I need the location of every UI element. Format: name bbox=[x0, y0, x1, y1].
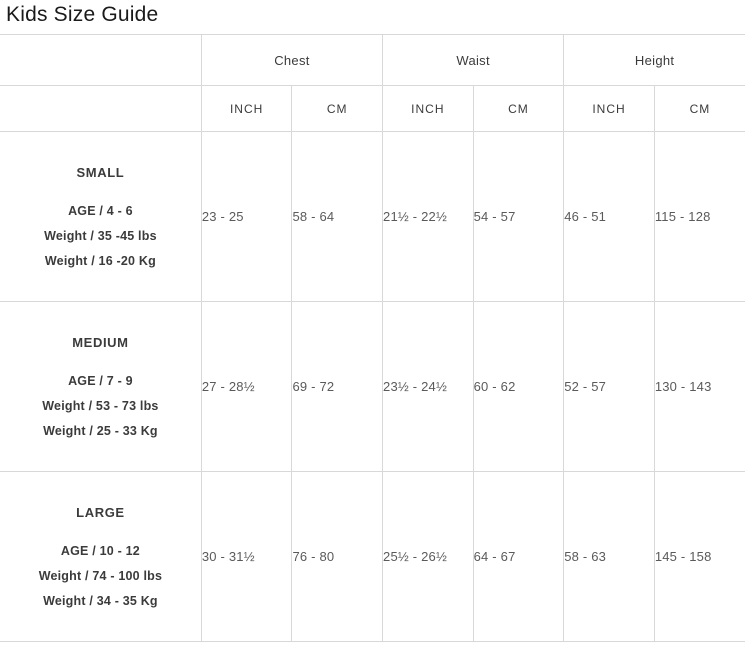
table-header bbox=[0, 35, 745, 132]
size-name: MEDIUM bbox=[72, 334, 129, 350]
waist-inch-value: 25½ - 26½ bbox=[383, 472, 474, 642]
size-weight-lbs: Weight / 53 - 73 lbs bbox=[42, 398, 159, 413]
unit-header-waist-cm: CM bbox=[473, 86, 564, 132]
size-info-cell bbox=[0, 302, 201, 472]
waist-cm-value: 64 - 67 bbox=[473, 472, 564, 642]
size-name: SMALL bbox=[76, 164, 125, 180]
unit-header-chest-inch: INCH bbox=[201, 86, 292, 132]
size-name: LARGE bbox=[76, 504, 125, 520]
height-cm-value: 130 - 143 bbox=[654, 302, 745, 472]
group-header-chest: Chest bbox=[201, 35, 382, 86]
size-age: AGE / 7 - 9 bbox=[68, 373, 133, 388]
table-row bbox=[0, 132, 745, 302]
size-info-cell bbox=[0, 472, 201, 642]
size-weight-lbs: Weight / 74 - 100 lbs bbox=[38, 568, 163, 583]
height-inch-value: 52 - 57 bbox=[564, 302, 655, 472]
size-weight-kg: Weight / 16 -20 Kg bbox=[44, 253, 156, 268]
chest-cm-value: 69 - 72 bbox=[292, 302, 383, 472]
page-title: Kids Size Guide bbox=[6, 3, 159, 26]
chest-inch-value: 30 - 31½ bbox=[201, 472, 292, 642]
waist-cm-value: 60 - 62 bbox=[473, 302, 564, 472]
unit-header-height-inch: INCH bbox=[564, 86, 655, 132]
chest-cm-value: 58 - 64 bbox=[292, 132, 383, 302]
chest-inch-value: 23 - 25 bbox=[201, 132, 292, 302]
unit-header-height-cm: CM bbox=[654, 86, 745, 132]
waist-inch-value: 21½ - 22½ bbox=[383, 132, 474, 302]
size-info-cell bbox=[0, 132, 201, 302]
height-inch-value: 58 - 63 bbox=[564, 472, 655, 642]
table-body bbox=[0, 132, 745, 642]
unit-header-row bbox=[0, 86, 745, 132]
height-cm-value: 115 - 128 bbox=[654, 132, 745, 302]
height-cm-value: 145 - 158 bbox=[654, 472, 745, 642]
table-row bbox=[0, 472, 745, 642]
chest-cm-value: 76 - 80 bbox=[292, 472, 383, 642]
height-inch-value: 46 - 51 bbox=[564, 132, 655, 302]
unit-header-chest-cm: CM bbox=[292, 86, 383, 132]
group-header-height: Height bbox=[564, 35, 745, 86]
size-age: AGE / 4 - 6 bbox=[68, 203, 133, 218]
waist-cm-value: 54 - 57 bbox=[473, 132, 564, 302]
group-header-blank bbox=[0, 35, 201, 86]
size-weight-kg: Weight / 34 - 35 Kg bbox=[43, 593, 158, 608]
size-age: AGE / 10 - 12 bbox=[60, 543, 140, 558]
group-header-row bbox=[0, 35, 745, 86]
unit-header-blank bbox=[0, 86, 201, 132]
unit-header-waist-inch: INCH bbox=[383, 86, 474, 132]
size-weight-kg: Weight / 25 - 33 Kg bbox=[43, 423, 158, 438]
waist-inch-value: 23½ - 24½ bbox=[383, 302, 474, 472]
chest-inch-value: 27 - 28½ bbox=[201, 302, 292, 472]
size-weight-lbs: Weight / 35 -45 lbs bbox=[44, 228, 157, 243]
group-header-waist: Waist bbox=[383, 35, 564, 86]
size-guide-table bbox=[0, 34, 745, 642]
table-row bbox=[0, 302, 745, 472]
